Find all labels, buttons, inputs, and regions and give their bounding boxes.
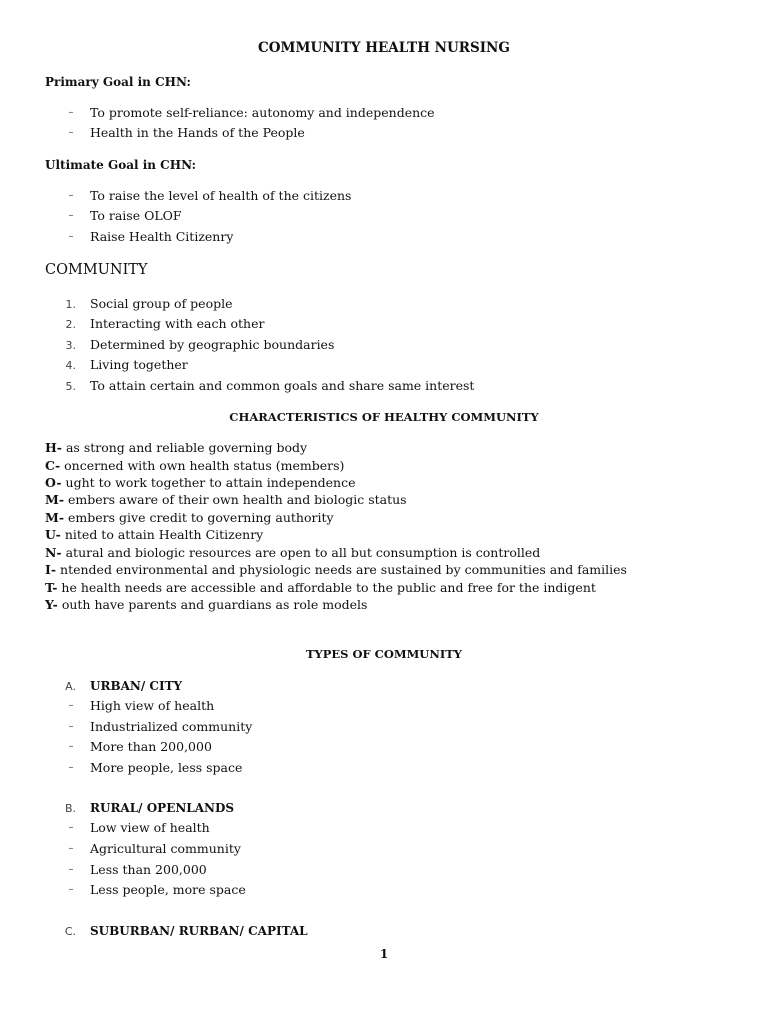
acronym-line [45,440,307,455]
list-item: Industrialized community [90,719,253,734]
acronym-line [45,492,407,507]
acronym-letter: T- [45,580,58,595]
acronym-text: embers aware of their own health and biologic status [64,492,407,507]
bullet-dash: – [68,762,74,773]
section-letter: A. [65,680,76,693]
type-rural-label: RURAL/ OPENLANDS [90,801,235,815]
acronym-text: he health needs are accessible and affordable to the public and free for the indigent [57,580,596,595]
list-item: Less people, more space [90,882,246,897]
list-number: 2. [65,318,76,331]
acronym-line [45,545,540,560]
acronym-letter: M- [45,510,65,525]
community-heading: COMMUNITY [45,262,148,278]
section-letter: C. [64,925,76,938]
acronym-letter: U- [45,527,61,542]
list-item: Interacting with each other [90,316,265,331]
acronym-line [45,597,367,612]
acronym-text: oncerned with own health status (members) [60,458,345,473]
bullet-dash: – [68,700,74,711]
bullet-dash: – [68,843,74,854]
acronym-text: nited to attain Health Citizenry [60,527,264,542]
primary-goal-heading: Primary Goal in CHN: [45,75,191,89]
acronym-line [45,527,263,542]
list-item: Low view of health [90,820,210,835]
page-number: 1 [379,947,389,961]
acronym-text: embers give credit to governing authority [64,510,334,525]
acronym-letter: H- [45,440,62,455]
list-item: To raise the level of health of the citizens [90,188,352,203]
list-item: To raise OLOF [90,208,182,223]
list-item: To attain certain and common goals and share same interest [90,378,475,393]
list-item: Agricultural community [90,841,241,856]
document-title: COMMUNITY HEALTH NURSING [258,40,510,56]
list-number: 5. [65,380,76,393]
acronym-line [45,475,356,490]
bullet-dash: – [68,127,74,138]
list-item: Less than 200,000 [90,862,207,877]
bullet-dash: – [68,190,74,201]
bullet-dash: – [68,741,74,752]
acronym-text: outh have parents and guardians as role models [57,597,368,612]
acronym-line [45,562,627,577]
acronym-letter: O- [45,475,62,490]
acronym-text: as strong and reliable governing body [62,440,308,455]
list-item: More than 200,000 [90,739,212,754]
types-heading: TYPES OF COMMUNITY [306,647,462,661]
acronym-text: atural and biologic resources are open to all but consumption is controlled [61,545,541,560]
acronym-text: ught to work together to attain independence [61,475,356,490]
bullet-dash: – [68,884,74,895]
acronym-line [45,510,334,525]
bullet-dash: – [68,231,74,242]
list-item: Living together [90,357,188,372]
list-number: 4. [65,359,76,372]
acronym-text: ntended environmental and physiologic needs are sustained by communities and families [56,562,627,577]
list-item: Health in the Hands of the People [90,125,305,140]
characteristics-heading: CHARACTERISTICS OF HEALTHY COMMUNITY [229,410,539,424]
acronym-letter: N- [45,545,62,560]
bullet-dash: – [68,721,74,732]
list-item: More people, less space [90,760,243,775]
section-letter: B. [64,802,76,815]
acronym-line [45,458,344,473]
bullet-dash: – [68,107,74,118]
acronym-letter: I- [45,562,57,577]
list-item: To promote self-reliance: autonomy and independence [90,105,435,120]
list-number: 3. [65,339,76,352]
list-number: 1. [65,298,76,311]
bullet-dash: – [68,864,74,875]
acronym-letter: Y- [45,597,58,612]
bullet-dash: – [68,210,74,221]
acronym-letter: C- [45,458,61,473]
list-item: Raise Health Citizenry [90,229,234,244]
acronym-line [45,580,596,595]
type-urban-label: URBAN/ CITY [90,679,183,693]
list-item: Determined by geographic boundaries [90,337,335,352]
type-suburban-label: SUBURBAN/ RURBAN/ CAPITAL [90,924,308,938]
ultimate-goal-heading: Ultimate Goal in CHN: [45,158,197,172]
bullet-dash: – [68,822,74,833]
list-item: High view of health [90,698,215,713]
list-item: Social group of people [90,296,233,311]
acronym-letter: M- [45,492,65,507]
